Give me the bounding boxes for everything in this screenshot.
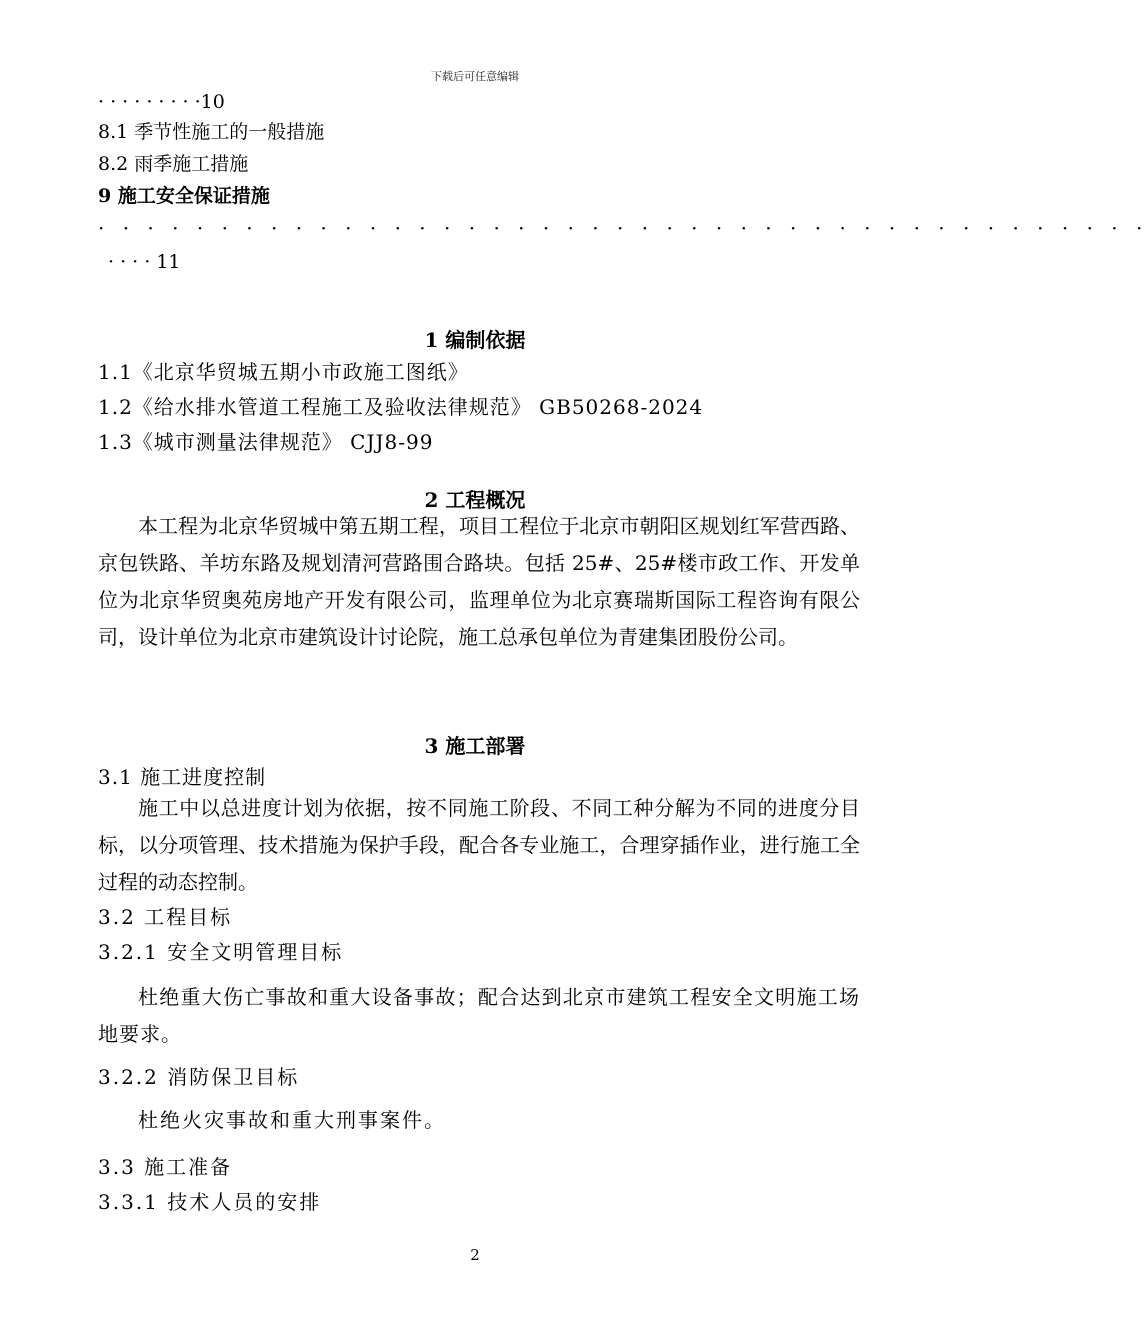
reference-item-2: 1.2《给水排水管道工程施工及验收法律规范》 GB50268-2024 — [98, 395, 704, 419]
toc-item-8-1: 8.1 季节性施工的一般措施 — [98, 121, 325, 143]
project-overview-paragraph: 本工程为北京华贸城中第五期工程，项目工程位于北京市朝阳区规划红军营西路、京包铁路、羊坊东路及规划清河营路围合路块。包括 25#、25#楼市政工作、开发单位为北京华贸奥苑房地产开发有限公司，监理单位为北京赛瑞斯国际工程咨询有限公司，设计单位为北京市建筑设计讨论院，施工总承包单位为青建集团股份公司。 — [98, 514, 860, 649]
page-number: 2 — [470, 1246, 480, 1264]
section-3-heading: 3 施工部署 — [424, 734, 526, 758]
schedule-control-paragraph: 施工中以总进度计划为依据，按不同施工阶段、不同工种分解为不同的进度分目标，以分项管理、技术措施为保护手段，配合各专业施工，合理穿插作业，进行施工全过程的动态控制。 — [98, 796, 860, 894]
reference-item-3: 1.3《城市测量法律规范》 CJJ8-99 — [98, 430, 434, 454]
subsection-3-3-1: 3.3.1 技术人员的安排 — [98, 1190, 322, 1214]
safety-goal-paragraph: 杜绝重大伤亡事故和重大设备事故；配合达到北京市建筑工程安全文明施工场地要求。 — [98, 985, 860, 1046]
section-1-heading: 1 编制依据 — [424, 328, 526, 352]
toc-line-11: · · · · 11 — [108, 251, 181, 273]
subsection-3-2: 3.2 工程目标 — [98, 905, 233, 929]
subsection-3-1: 3.1 施工进度控制 — [98, 765, 267, 789]
fire-safety-paragraph: 杜绝火灾事故和重大刑事案件。 — [138, 1108, 446, 1132]
section-2-heading: 2 工程概况 — [424, 488, 526, 512]
reference-item-1: 1.1《北京华贸城五期小市政施工图纸》 — [98, 360, 469, 384]
toc-dot-leader: · · · · · · · · · · · · · · · · · · · · · · · · · · · · · · · · · · · · · · · · · · · — [98, 216, 1148, 240]
subsection-3-2-1: 3.2.1 安全文明管理目标 — [98, 940, 344, 964]
toc-item-8-2: 8.2 雨季施工措施 — [98, 153, 249, 175]
toc-line-10: · · · · · · · · ·10 — [98, 91, 225, 113]
subsection-3-3: 3.3 施工准备 — [98, 1155, 233, 1179]
toc-item-9: 9 施工安全保证措施 — [98, 185, 270, 207]
subsection-3-2-2: 3.2.2 消防保卫目标 — [98, 1065, 300, 1089]
header-note: 下载后可任意编辑 — [431, 70, 519, 83]
